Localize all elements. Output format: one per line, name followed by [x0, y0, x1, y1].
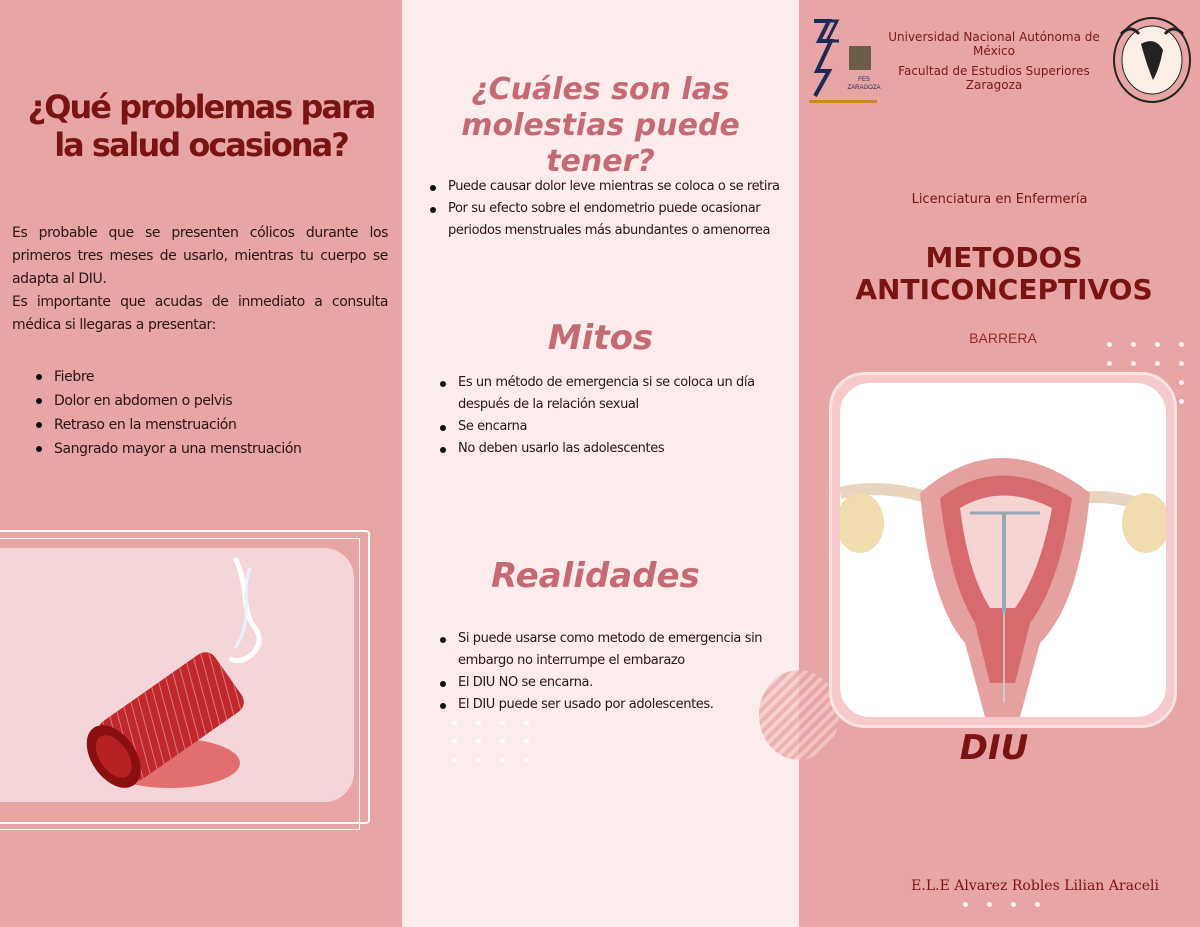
main-title: METODOS ANTICONCEPTIVOS [855, 241, 1153, 306]
subtitle-barrera: BARRERA [969, 330, 1037, 346]
symptom-list [28, 365, 301, 461]
unam-seal-icon [1111, 14, 1193, 106]
health-problems-title: ¿Qué problemas para la salud ocasiona? [27, 88, 375, 164]
molestias-title: ¿Cuáles son las molestias puede tener? [461, 72, 740, 179]
decorative-dots-bottom [963, 902, 1059, 907]
mito-item: Es un método de emergencia si se coloca un día después de la relación sexual [432, 372, 787, 416]
decorative-dots-middle [452, 720, 548, 763]
program-label: Licenciatura en Enfermería [911, 192, 1088, 207]
uterus-iud-illustration [840, 383, 1166, 717]
realidad-item: El DIU puede ser usado por adolescentes. [432, 694, 792, 716]
symptom-item: Sangrado mayor a una menstruación [28, 437, 301, 461]
tampon-illustration [0, 548, 354, 802]
fes-zaragoza-logo [809, 16, 879, 104]
realidades-list [432, 628, 792, 716]
middle-panel [402, 0, 799, 927]
realidad-item: El DIU NO se encarna. [432, 672, 792, 694]
symptom-item: Retraso en la menstruación [28, 413, 301, 437]
symptom-item: Fiebre [28, 365, 301, 389]
health-problems-text: Es probable que se presenten cólicos durante los primeros tres meses de usarlo, mientras tu cuerpo se adapta al DIU. Es importante que acudas de inmediato a consulta médica si llegaras a presentar: [12, 225, 388, 333]
fes-logo-text: FES ZARAGOZA [847, 77, 881, 91]
symptom-item: Dolor en abdomen o pelvis [28, 389, 301, 413]
university-block: Universidad Nacional Autónoma de México Facultad de Estudios Superiores Zaragoza [888, 30, 1100, 92]
left-panel [0, 0, 402, 927]
molestias-list [422, 176, 792, 242]
method-title: DIU [959, 728, 1029, 768]
tampon-image [0, 548, 354, 802]
molestia-item: Por su efecto sobre el endometrio puede ocasionar periodos menstruales más abundantes o amenorrea [422, 198, 792, 242]
mitos-title: Mitos [547, 318, 654, 358]
uterus-image [840, 383, 1166, 717]
author-name: E.L.E Alvarez Robles Lilian Araceli [911, 878, 1159, 894]
realidad-item: Si puede usarse como metodo de emergencia sin embargo no interrumpe el embarazo [432, 628, 792, 672]
mito-item: Se encarna [432, 416, 787, 438]
right-panel [799, 0, 1200, 927]
mitos-list [432, 372, 787, 460]
molestia-item: Puede causar dolor leve mientras se coloca o se retira [422, 176, 792, 198]
uterus-image-frame [829, 372, 1177, 728]
unam-seal [1111, 14, 1193, 106]
realidades-title: Realidades [491, 556, 700, 596]
mito-item: No deben usarlo las adolescentes [432, 438, 787, 460]
